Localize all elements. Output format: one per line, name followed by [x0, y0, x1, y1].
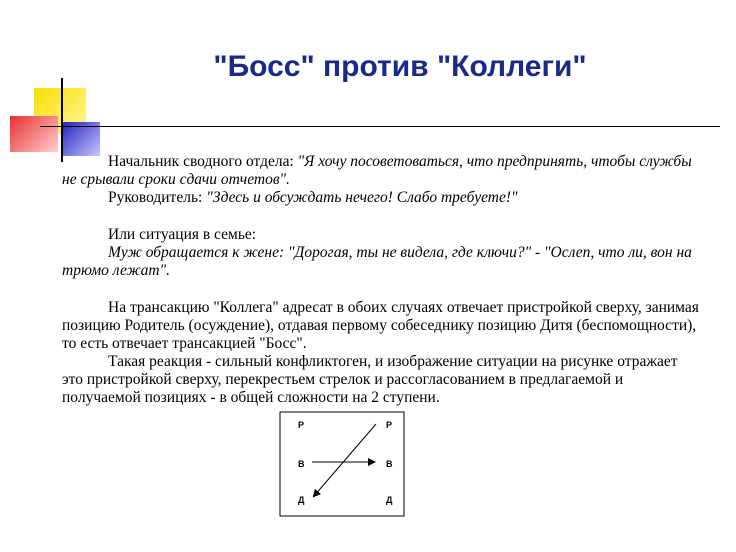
left-label-adult: В: [298, 459, 305, 469]
left-label-parent: Р: [298, 420, 305, 430]
left-label-child: Д: [298, 495, 305, 505]
quote: "Я хочу посоветоваться, что предпринять, чтобы службы не срывали сроки сдачи отчетов".: [62, 153, 692, 188]
analysis-paragraph-2: Такая реакция - сильный конфликтоген, и изображение ситуации на рисунке отражает это пристройкой сверху, перекрестьем стрелок и рассогласованием в предлагаемой и получаемой позициях - в общей сложности на 2 ступени.: [62, 353, 678, 406]
horizontal-line: [40, 126, 720, 127]
speaker-label: Руководитель:: [108, 189, 207, 206]
right-label-child: Д: [386, 495, 393, 505]
right-label-parent: Р: [386, 420, 393, 430]
vertical-line: [61, 78, 63, 162]
right-label-adult: В: [386, 459, 393, 469]
blue-square: [62, 122, 100, 156]
quote: "Здесь и обсуждать нечего! Слабо требуете!": [206, 189, 518, 206]
speaker-label: Начальник сводного отдела:: [108, 153, 298, 170]
dialog-line-1: [62, 153, 702, 189]
family-intro: Или ситуация в семье:: [108, 226, 257, 243]
dialog-line-2: [62, 189, 702, 207]
quote: Муж обращается к жене: "Дорогая, ты не видела, где ключи?" - "Ослеп, что ли, вон на трюмо лежат".: [62, 244, 692, 279]
slide-title: "Босс" против "Коллеги": [213, 50, 587, 83]
family-dialog: [62, 244, 702, 280]
red-square: [10, 116, 58, 152]
analysis-paragraph-1: На трансакцию "Коллега" адресат в обоих случаях отвечает пристройкой сверху, занимая позицию Родитель (осуждение), отдавая первому собеседнику позицию Дитя (беспомощности), то есть отвечает трансакцией "Босс".: [62, 299, 699, 352]
transaction-diagram: [278, 410, 406, 518]
slide-body: [62, 153, 702, 407]
